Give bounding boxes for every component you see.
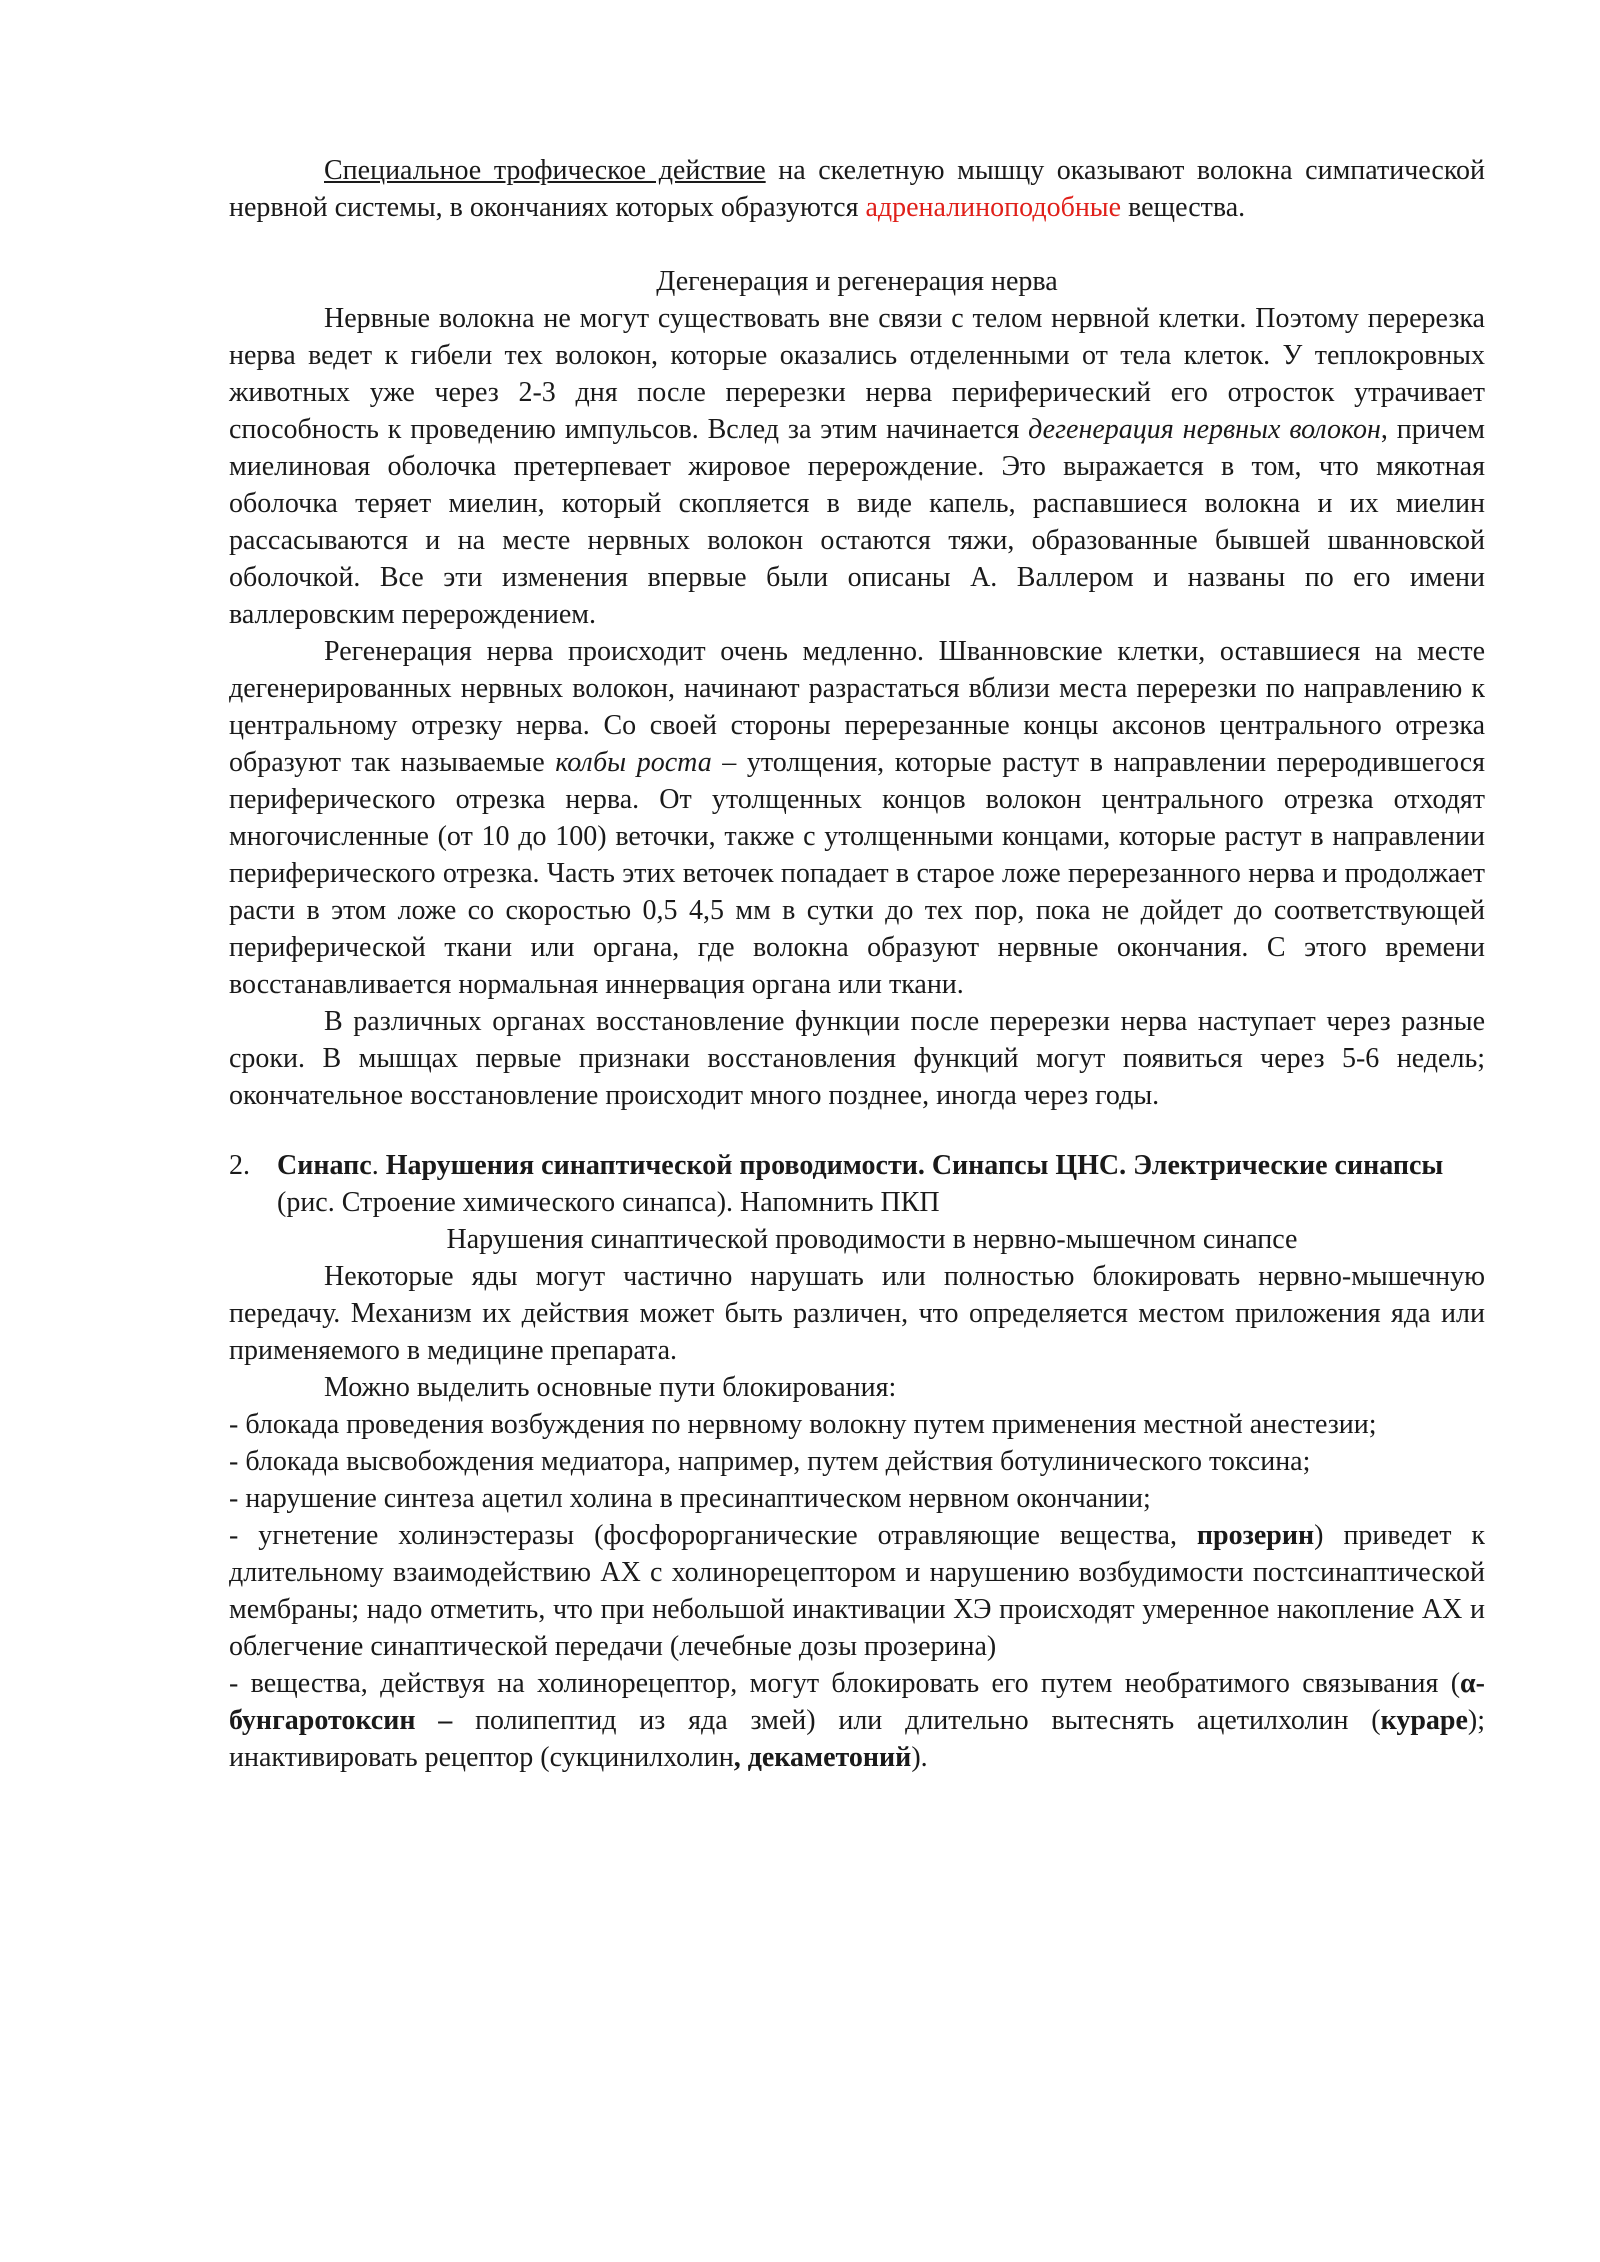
section-number: 2.: [229, 1150, 250, 1181]
paragraph-recovery: В различных органах восстановление функции после перерезки нерва наступает через разные сроки. В мышцах первые признаки восстановления функций могут появиться через 5-6 недель; окончательное восстановление происходит много позднее, иногда через годы.: [229, 1006, 1485, 1111]
list-item: - блокада проведения возбуждения по нервному волокну путем применения местной анестезии;: [229, 1409, 1377, 1440]
bold-term: α-бунгаротоксин –: [229, 1668, 1485, 1736]
paragraph-trophic: Специальное трофическое действие на скелетную мышцу оказывают волокна симпатической нервной системы, в окончаниях которых образуются адреналиноподобные вещества.: [229, 155, 1485, 223]
italic-term: дегенерация нервных волокон: [1028, 414, 1381, 445]
paragraph-poisons: Некоторые яды могут частично нарушать или полностью блокировать нервно-мышечную передачу. Механизм их действия может быть различен, что определяется местом приложения яда или применяемого в медицине препарата.: [229, 1261, 1485, 1366]
subsection-title: Нарушения синаптической проводимости в нервно-мышечном синапсе: [446, 1224, 1298, 1255]
list-item: - угнетение холинэстеразы (фосфорорганические отравляющие вещества, прозерин) приведет к длительному взаимодействию АХ с холинорецептором и нарушению возбудимости постсинаптической мембраны; надо отметить, что при небольшой инактивации ХЭ происходят умеренное накопление АХ и облегчение синаптической передачи (лечебные дозы прозерина): [229, 1520, 1485, 1662]
paragraph-degeneration: Нервные волокна не могут существовать вне связи с телом нервной клетки. Поэтому перерезка нерва ведет к гибели тех волокон, которые оказались отделенными от тела клеток. У теплокровных животных уже через 2-3 дня после перерезки нерва периферический его отросток утрачивает способность к проведению импульсов. Вслед за этим начинается дегенерация нервных волокон, причем миелиновая оболочка претерпевает жировое перерождение. Это выражается в том, что мякотная оболочка теряет миелин, который скопляется в виде капель, распавшиеся волокна и их миелин рассасываются и на месте нервных волокон остаются тяжи, образованные бывшей шванновской оболочкой. Все эти изменения впервые были описаны А. Валлером и названы по его имени валлеровским перерождением.: [229, 303, 1486, 630]
section-title-degeneration: Дегенерация и регенерация нерва: [656, 266, 1058, 297]
document-page: [229, 152, 1485, 1776]
section-note: (рис. Строение химического синапса). Напомнить ПКП: [277, 1187, 940, 1218]
bold-term: , декаметоний: [733, 1742, 912, 1773]
highlighted-term: адреналиноподобные: [865, 192, 1122, 223]
bold-term: кураре: [1380, 1705, 1468, 1736]
section-heading-synapse: 2. Синапс. Нарушения синаптической проводимости. Синапсы ЦНС. Электрические синапсы: [229, 1147, 1485, 1184]
paragraph-blocking-intro: Можно выделить основные пути блокирования:: [324, 1372, 897, 1403]
list-item: - блокада высвобождения медиатора, например, путем действия ботулинического токсина;: [229, 1446, 1311, 1477]
bold-term: прозерин: [1196, 1520, 1315, 1551]
paragraph-regeneration: Регенерация нерва происходит очень медленно. Шванновские клетки, оставшиеся на месте дегенерированных нервных волокон, начинают разрастаться вблизи места перерезки по направлению к центральному отрезку нерва. Со своей стороны перерезанные концы аксонов центрального отрезка образуют так называемые колбы роста – утолщения, которые растут в направлении переродившегося периферического отрезка нерва. От утолщенных концов волокон центрального отрезка отходят многочисленные (от 10 до 100) веточки, также с утолщенными концами, которые растут в направлении периферического отрезка. Часть этих веточек попадает в старое ложе перерезанного нерва и продолжает расти в этом ложе со скоростью 0,5 4,5 мм в сутки до тех пор, пока не дойдет до соответствующей периферической ткани или органа, где волокна образуют нервные окончания. С этого времени восстанавливается нормальная иннервация органа или ткани.: [229, 636, 1486, 1000]
list-item: - вещества, действуя на холинорецептор, могут блокировать его путем необратимого связывания (α-бунгаротоксин – полипептид из яда змей) или длительно вытеснять ацетилхолин (кураре); инактивировать рецептор (сукцинилхолин, декаметоний).: [229, 1668, 1485, 1773]
italic-term: колбы роста: [555, 747, 712, 778]
underlined-term: Специальное трофическое действие: [324, 155, 766, 186]
list-item: - нарушение синтеза ацетил холина в пресинаптическом нервном окончании;: [229, 1483, 1151, 1514]
